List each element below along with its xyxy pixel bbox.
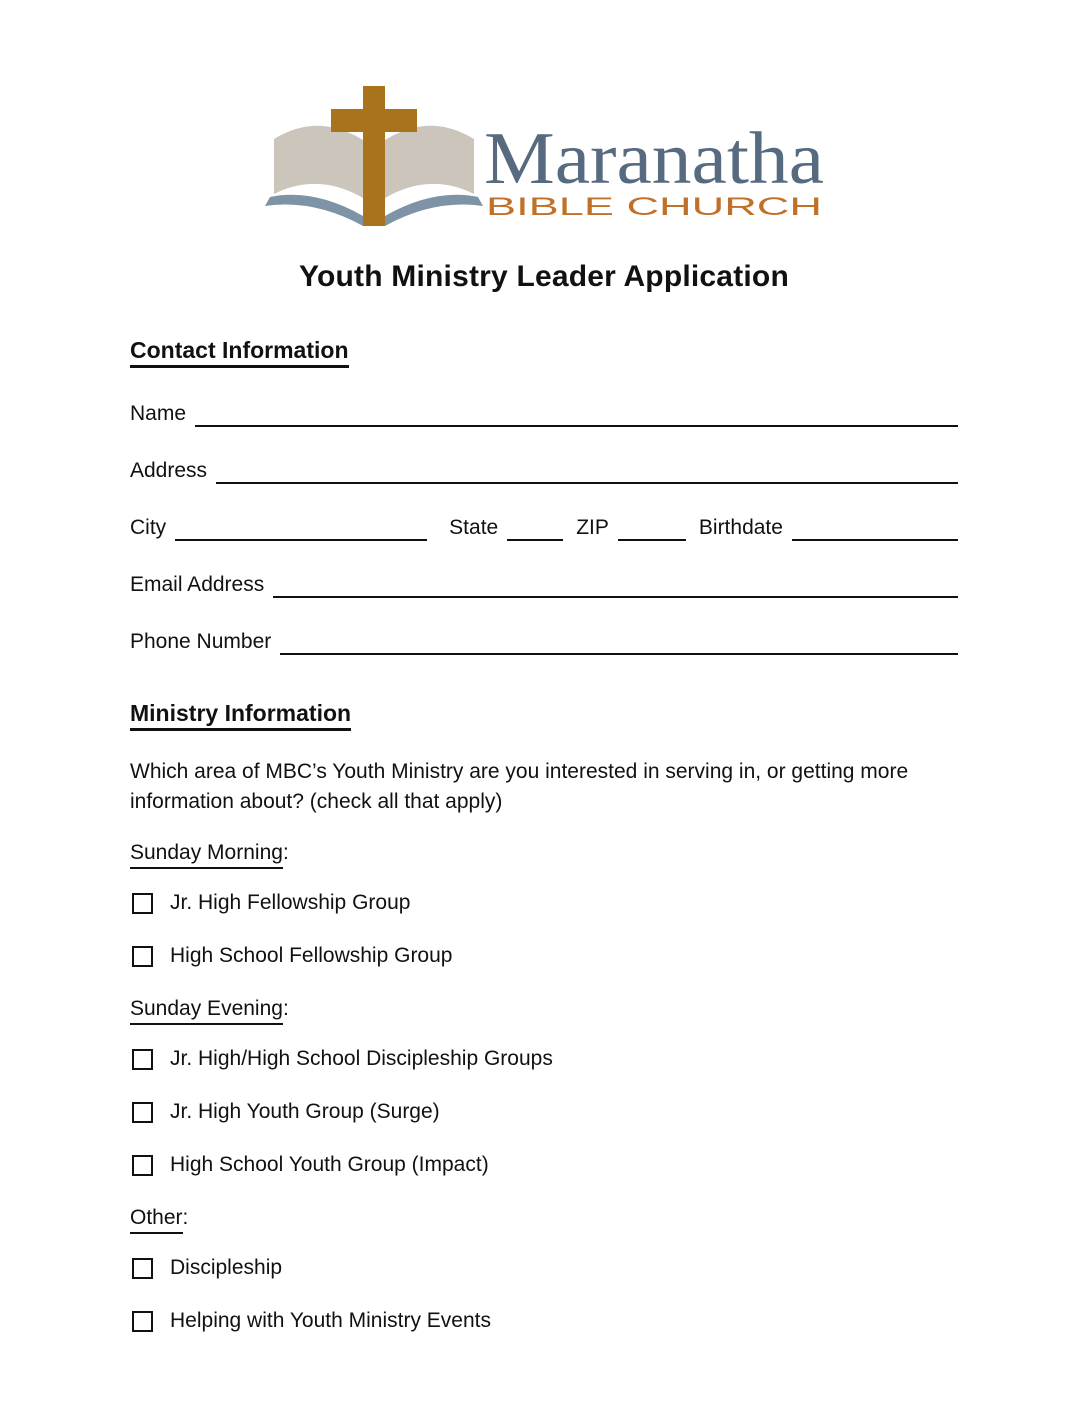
email-label: Email Address (130, 573, 265, 596)
name-label: Name (130, 402, 187, 425)
option-label: Jr. High Youth Group (Surge) (170, 1100, 440, 1123)
email-field-row (130, 572, 958, 598)
option-jr-high-youth-group-surge (130, 1099, 958, 1125)
checkbox-jr-high-youth-group-surge[interactable] (132, 1102, 153, 1123)
city-input-line[interactable] (175, 519, 427, 541)
option-high-school-youth-group-impact (130, 1152, 958, 1178)
address-field-row (130, 458, 958, 484)
option-label: Helping with Youth Ministry Events (170, 1309, 491, 1332)
book-left-page (274, 126, 363, 198)
address-label: Address (130, 459, 208, 482)
state-label: State (449, 516, 499, 539)
group-label-other: Other: (130, 1205, 958, 1234)
phone-field-row (130, 629, 958, 655)
option-label: High School Fellowship Group (170, 944, 453, 967)
ministry-intro-text: Which area of MBC’s Youth Ministry are you interested in serving in, or getting more information about? (check all that apply) (130, 760, 909, 813)
book-right-base (385, 195, 483, 226)
church-logo (0, 0, 1088, 234)
email-input-line[interactable] (273, 576, 958, 598)
option-label: High School Youth Group (Impact) (170, 1153, 489, 1176)
checkbox-discipleship-groups[interactable] (132, 1049, 153, 1070)
checkbox-jr-high-fellowship-group[interactable] (132, 893, 153, 914)
book-left-base (265, 195, 363, 226)
checkbox-helping-youth-ministry-events[interactable] (132, 1311, 153, 1332)
option-label: Jr. High/High School Discipleship Groups (170, 1047, 553, 1070)
option-helping-youth-ministry-events (130, 1308, 958, 1334)
zip-label: ZIP (576, 516, 609, 539)
checkbox-discipleship[interactable] (132, 1258, 153, 1279)
phone-input-line[interactable] (280, 633, 958, 655)
checkbox-high-school-fellowship-group[interactable] (132, 946, 153, 967)
address-input-line[interactable] (216, 462, 958, 484)
birthdate-input-line[interactable] (792, 519, 958, 541)
page-title: Youth Ministry Leader Application (299, 260, 789, 293)
city-state-zip-birthdate-row (130, 515, 958, 541)
book-right-page (385, 126, 474, 198)
ministry-information-heading: Ministry Information (130, 699, 958, 731)
logo-subtitle: BIBLE CHURCH (485, 193, 822, 221)
group-label-sunday-morning: Sunday Morning: (130, 840, 958, 869)
option-label: Jr. High Fellowship Group (170, 891, 411, 914)
name-field-row (130, 401, 958, 427)
birthdate-label: Birthdate (698, 516, 783, 539)
checkbox-high-school-youth-group-impact[interactable] (132, 1155, 153, 1176)
option-discipleship (130, 1255, 958, 1281)
group-label-sunday-evening: Sunday Evening: (130, 996, 958, 1025)
contact-information-heading: Contact Information (130, 336, 958, 368)
zip-input-line[interactable] (618, 519, 686, 541)
logo-wordmark: Maranatha (483, 118, 824, 200)
city-label: City (130, 516, 167, 539)
option-jr-high-fellowship-group (130, 890, 958, 916)
option-discipleship-groups (130, 1046, 958, 1072)
phone-label: Phone Number (130, 630, 272, 653)
church-logo-graphic (262, 82, 827, 234)
state-input-line[interactable] (507, 519, 563, 541)
option-label: Discipleship (170, 1256, 283, 1279)
name-input-line[interactable] (195, 405, 958, 427)
option-high-school-fellowship-group (130, 943, 958, 969)
